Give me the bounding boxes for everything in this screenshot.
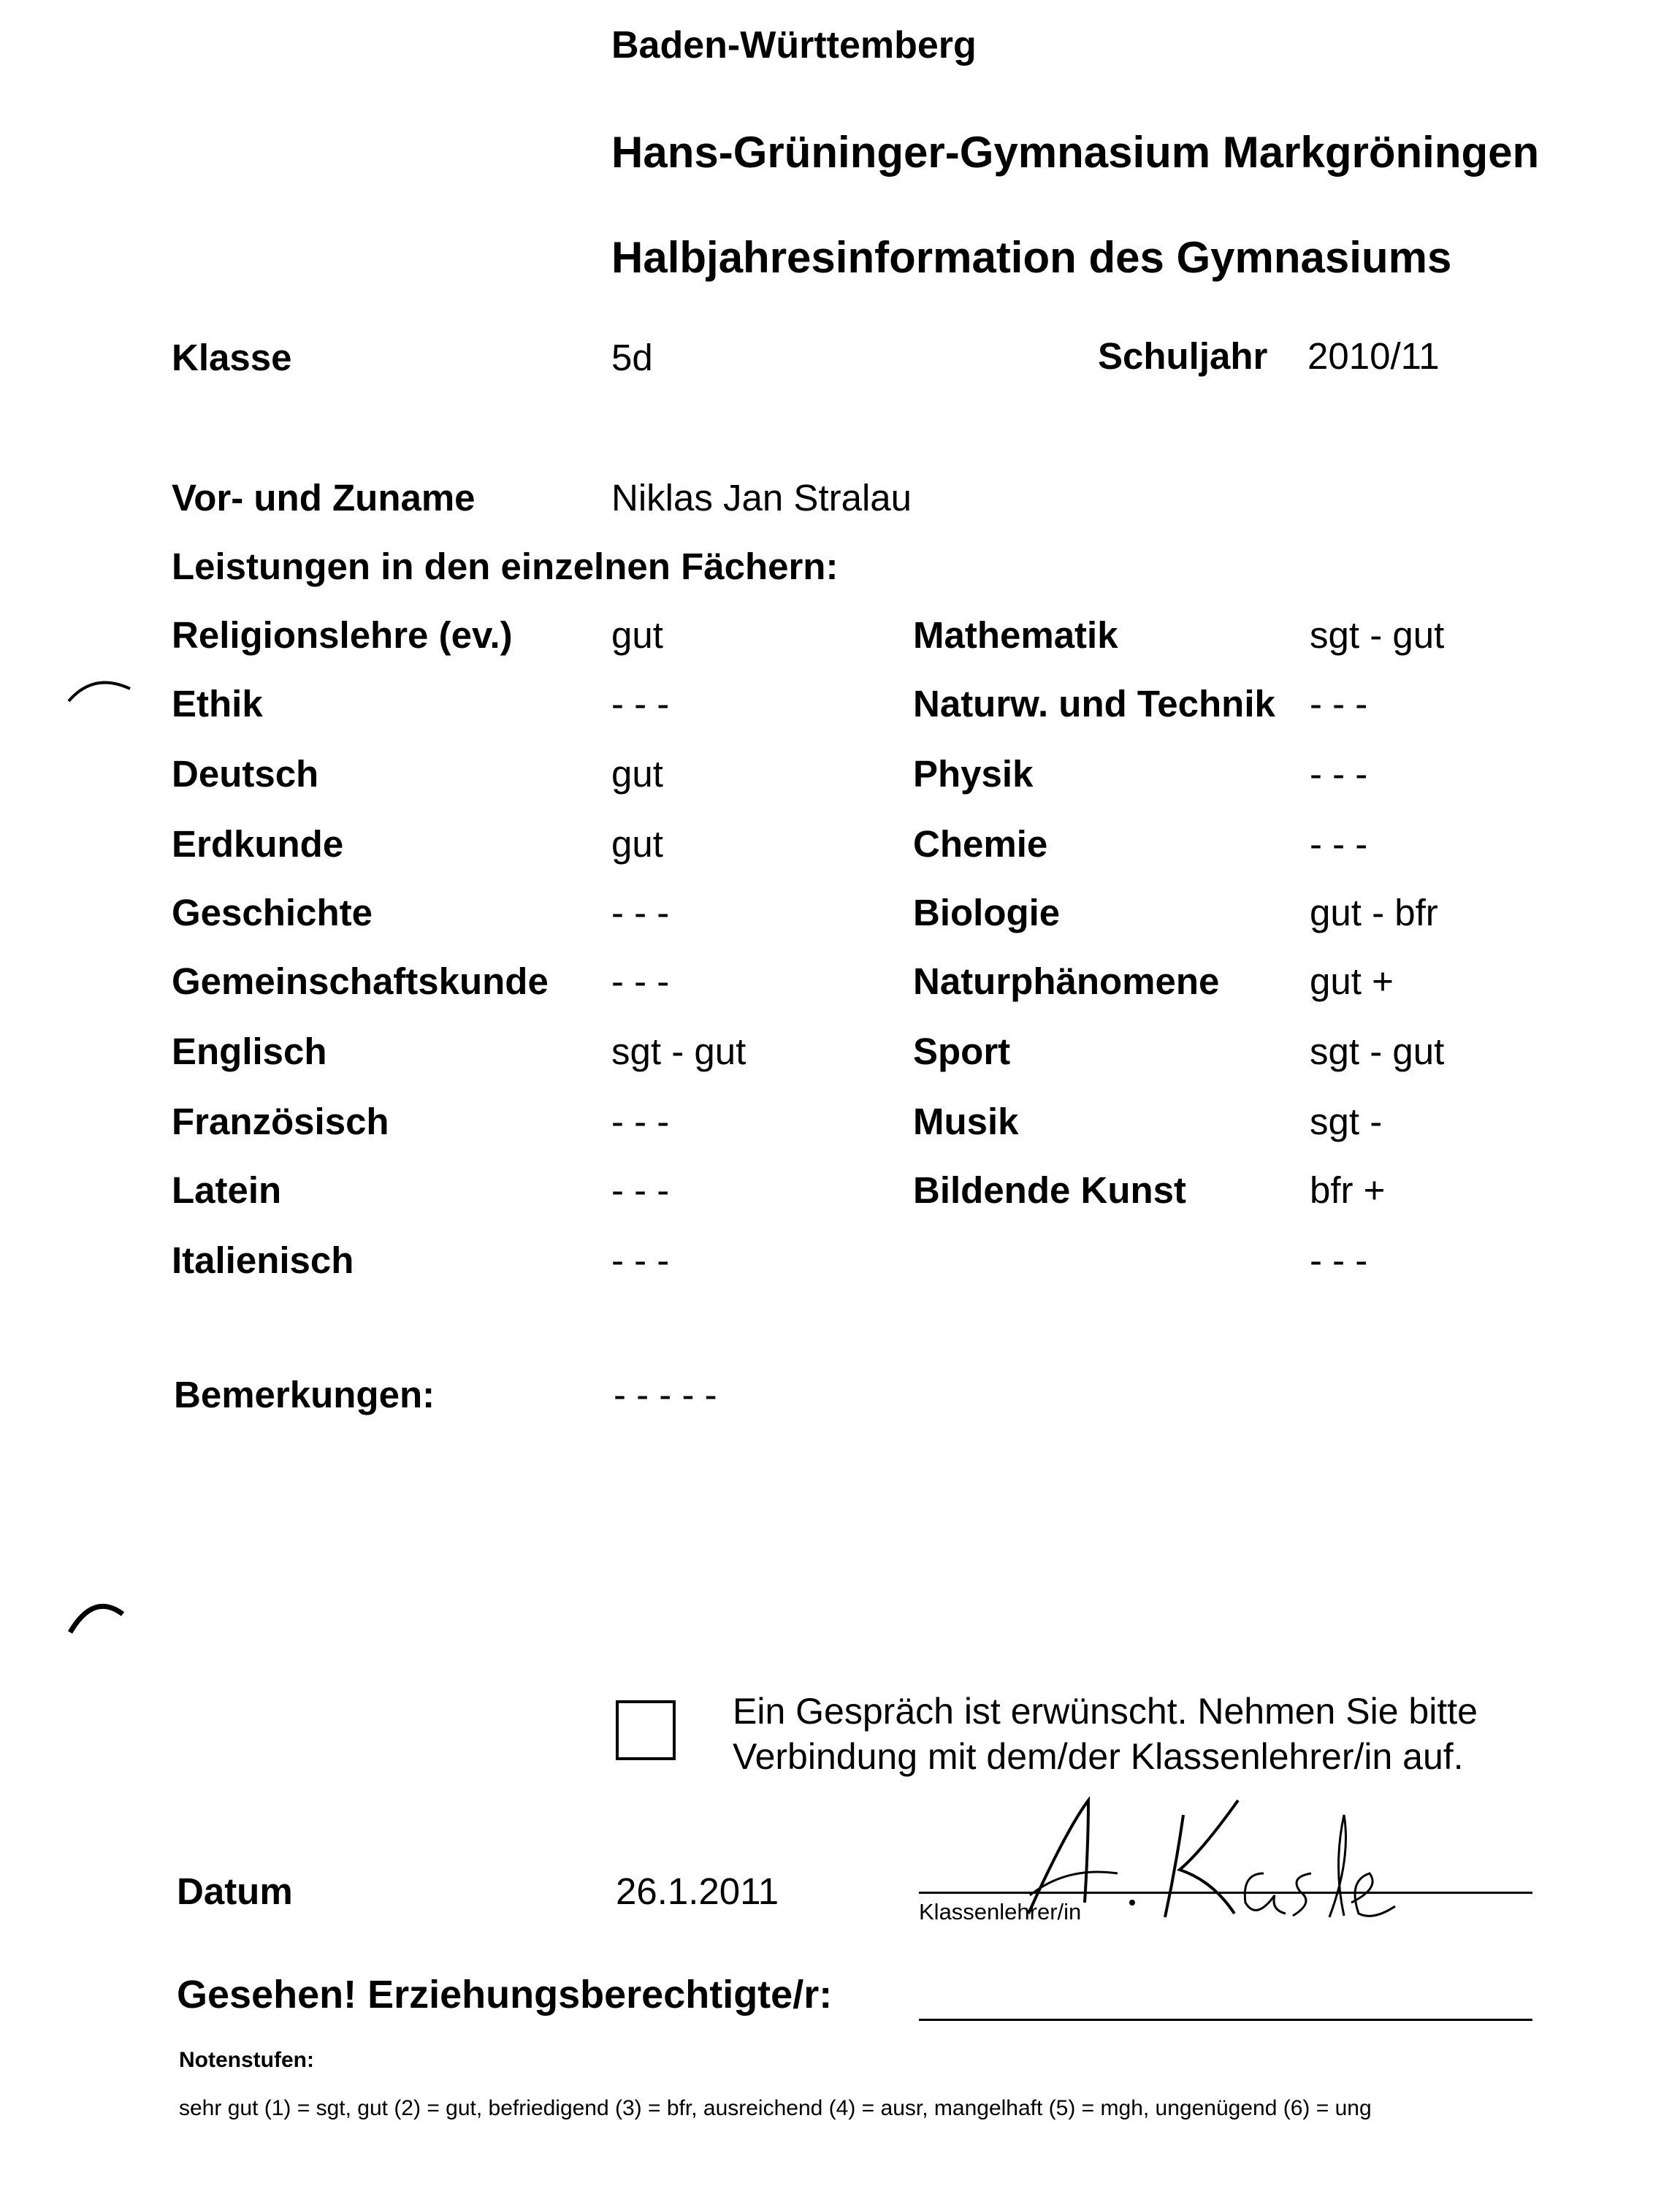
grade-value: - - - <box>1310 683 1368 725</box>
name-label: Vor- und Zuname <box>172 477 476 519</box>
grade-value: gut <box>611 614 663 656</box>
grade-value: gut - bfr <box>1310 892 1438 933</box>
subject-label: Musik <box>913 1101 1019 1142</box>
subject-label: Naturw. und Technik <box>913 683 1275 725</box>
grade-value: - - - <box>611 1101 670 1142</box>
subject-label: Italienisch <box>172 1239 354 1281</box>
teacher-caption: Klassenlehrer/in <box>919 1899 1082 1924</box>
meeting-request-line: Ein Gespräch ist erwünscht. Nehmen Sie bitte <box>733 1691 1478 1732</box>
school-year-value: 2010/11 <box>1307 335 1440 377</box>
remarks-label: Bemerkungen: <box>174 1374 435 1415</box>
subject-label: Sport <box>913 1031 1011 1072</box>
meeting-request-line: Verbindung mit dem/der Klassenlehrer/in auf. <box>733 1736 1464 1777</box>
date-value: 26.1.2011 <box>616 1870 779 1912</box>
grade-value: - - - <box>611 683 670 725</box>
grade-value: - - - <box>611 892 670 933</box>
subject-label: Latein <box>172 1169 282 1211</box>
grade-value: gut <box>611 823 663 865</box>
grade-value: - - - <box>1310 823 1368 865</box>
date-label: Datum <box>177 1870 293 1912</box>
grade-value: - - - <box>611 1239 670 1281</box>
grade-value: - - - <box>1310 1239 1368 1281</box>
document-title: Halbjahresinformation des Gymnasiums <box>611 233 1452 282</box>
grade-value: gut <box>611 753 663 795</box>
grade-value: - - - <box>1310 753 1368 795</box>
grades-heading: Leistungen in den einzelnen Fächern: <box>172 546 839 587</box>
subject-label: Deutsch <box>172 753 319 795</box>
subject-label: Englisch <box>172 1031 327 1072</box>
subject-label: Geschichte <box>172 892 373 933</box>
grade-value: bfr + <box>1310 1169 1386 1211</box>
subject-label: Ethik <box>172 683 263 725</box>
grade-value: - - - <box>611 1169 670 1211</box>
subject-label: Französisch <box>172 1101 389 1142</box>
subject-label: Physik <box>913 753 1034 795</box>
remarks-value: - - - - - <box>614 1374 717 1415</box>
grade-value: gut + <box>1310 960 1394 1002</box>
school-name: Hans-Grüninger-Gymnasium Markgröningen <box>611 128 1540 177</box>
grade-value: sgt - gut <box>1310 1031 1445 1072</box>
grade-value: sgt - gut <box>1310 614 1445 656</box>
subject-label: Chemie <box>913 823 1048 865</box>
scan-mark <box>64 668 137 712</box>
subject-label: Biologie <box>913 892 1061 933</box>
meeting-request-checkbox[interactable] <box>616 1700 676 1760</box>
subject-label: Naturphänomene <box>913 960 1220 1002</box>
grade-value: sgt - <box>1310 1101 1383 1142</box>
meeting-request-text <box>733 1689 1478 1779</box>
scan-mark <box>64 1592 137 1643</box>
teacher-signature-line <box>919 1892 1532 1894</box>
subject-label: Mathematik <box>913 614 1118 656</box>
subject-label: Gemeinschaftskunde <box>172 960 549 1002</box>
grade-value: sgt - gut <box>611 1031 747 1072</box>
state-heading: Baden-Württemberg <box>611 24 977 66</box>
legend-text: sehr gut (1) = sgt, gut (2) = gut, befriedigend (3) = bfr, ausreichend (4) = ausr, mangelhaft (5) = mgh, ungenügend (6) = ung <box>179 2096 1372 2120</box>
grade-value: - - - <box>611 960 670 1002</box>
subject-label: Erdkunde <box>172 823 344 865</box>
school-year-label: Schuljahr <box>1098 335 1268 377</box>
class-label: Klasse <box>172 337 292 378</box>
subject-label: Bildende Kunst <box>913 1169 1187 1211</box>
legend-title: Notenstufen: <box>179 2048 314 2072</box>
name-value: Niklas Jan Stralau <box>611 477 912 519</box>
class-value: 5d <box>611 337 653 378</box>
subject-label: Religionslehre (ev.) <box>172 614 513 656</box>
guardian-signature-line <box>919 2019 1532 2021</box>
guardian-label: Gesehen! Erziehungsberechtigte/r: <box>177 1973 833 2017</box>
